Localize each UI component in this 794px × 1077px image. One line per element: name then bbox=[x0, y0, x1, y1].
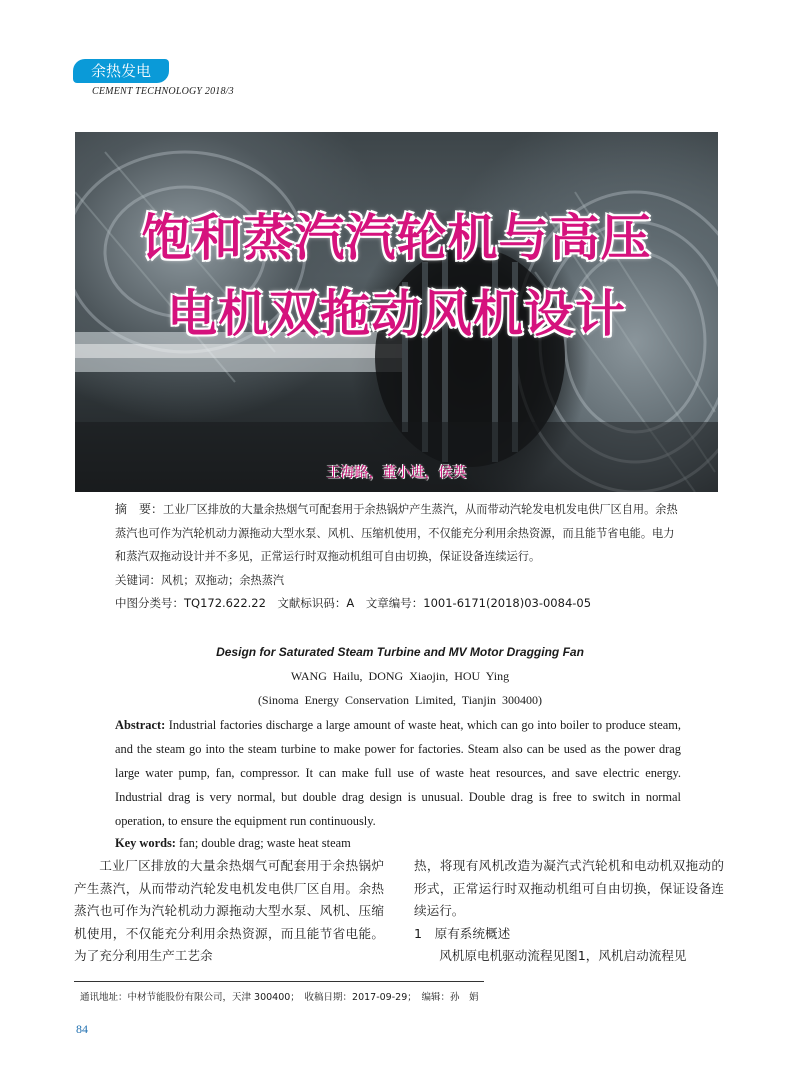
body-paragraph-right-2: 风机原电机驱动流程见图1，风机启动流程见 bbox=[439, 948, 687, 964]
english-keywords bbox=[115, 831, 681, 855]
abstract-cn-label: 摘 要： bbox=[115, 502, 164, 516]
body-paragraph-left: 工业厂区排放的大量余热烟气可配套用于余热锅炉产生蒸汽，从而带动汽轮发电机发电供厂区自用。余热蒸汽也可作为汽轮机动力源拖动大型水泵、风机、压缩机使用，不仅能充分利用余热资源，而且能节省电能。为了充分利用生产工艺余 bbox=[74, 858, 384, 964]
section-tag: 余热发电 bbox=[73, 59, 169, 83]
page-number: 84 bbox=[76, 1022, 88, 1036]
journal-running-head: CEMENT TECHNOLOGY 2018/3 bbox=[92, 86, 234, 97]
classification-codes: 中图分类号：TQ172.622.22 文献标识码：A 文章编号：1001-6171(2018)03-0084-05 bbox=[115, 596, 592, 610]
article-title-line-1: 饱和蒸汽汽轮机与高压 bbox=[141, 209, 652, 267]
footnote: 通讯地址：中材节能股份有限公司，天津 300400； 收稿日期：2017-09-29； 编辑：孙 娟 bbox=[80, 992, 479, 1003]
chinese-abstract bbox=[115, 498, 685, 616]
title-banner bbox=[75, 132, 718, 492]
english-affiliation: (Sinoma Energy Conservation Limited, Tianjin 300400) bbox=[257, 693, 543, 707]
abstract-en-text: Industrial factories discharge a large amount of waste heat, which can go into boiler to produce steam, and the steam go into the steam turbine to make power for factories. Steam also can be used as the power drag large water pump, fan, compressor. It can make full use of waste heat resources, and save electric energy. Industrial drag is very normal, but double drag design is unusual. Double drag is free to switch in normal operation, to ensure the equipment run continuously. bbox=[115, 718, 681, 828]
keywords-en-label: Key words: bbox=[115, 836, 176, 850]
keywords-cn-label: 关键词： bbox=[115, 572, 161, 587]
authors-chinese: 王海路，董小进，侯英 bbox=[326, 465, 467, 481]
footnote-divider bbox=[74, 981, 484, 982]
article-title-line-2: 电机双拖动风机设计 bbox=[167, 285, 626, 343]
english-abstract bbox=[115, 713, 681, 833]
english-title: Design for Saturated Steam Turbine and MV Motor Dragging Fan bbox=[216, 645, 584, 659]
body-paragraph-right: 热，将现有风机改造为凝汽式汽轮机和电动机双拖动的形式，正常运行时双拖动机组可自由切换，保证设备连续运行。 bbox=[414, 858, 724, 919]
keywords-cn-text: 风机；双拖动；余热蒸汽 bbox=[161, 573, 285, 587]
body-column-right bbox=[414, 855, 724, 968]
english-authors: WANG Hailu, DONG Xiaojin, HOU Ying bbox=[290, 669, 510, 683]
section-heading-1: 1 原有系统概述 bbox=[414, 925, 511, 941]
keywords-en-text: fan; double drag; waste heat steam bbox=[175, 836, 351, 850]
abstract-cn-paragraph bbox=[115, 498, 685, 569]
keywords-cn bbox=[115, 569, 685, 593]
abstract-en-label: Abstract: bbox=[115, 718, 166, 732]
body-column-left bbox=[74, 855, 384, 968]
abstract-cn-text: 工业厂区排放的大量余热烟气可配套用于余热锅炉产生蒸汽，从而带动汽轮发电机发电供厂区自用。余热蒸汽也可作为汽轮机动力源拖动大型水泵、风机、压缩机使用，不仅能充分利用余热资源，而且能节省电能。电力和蒸汽双拖动设计并不多见，正常运行时双拖动机组可自由切换，保证设备连续运行。 bbox=[115, 503, 678, 563]
